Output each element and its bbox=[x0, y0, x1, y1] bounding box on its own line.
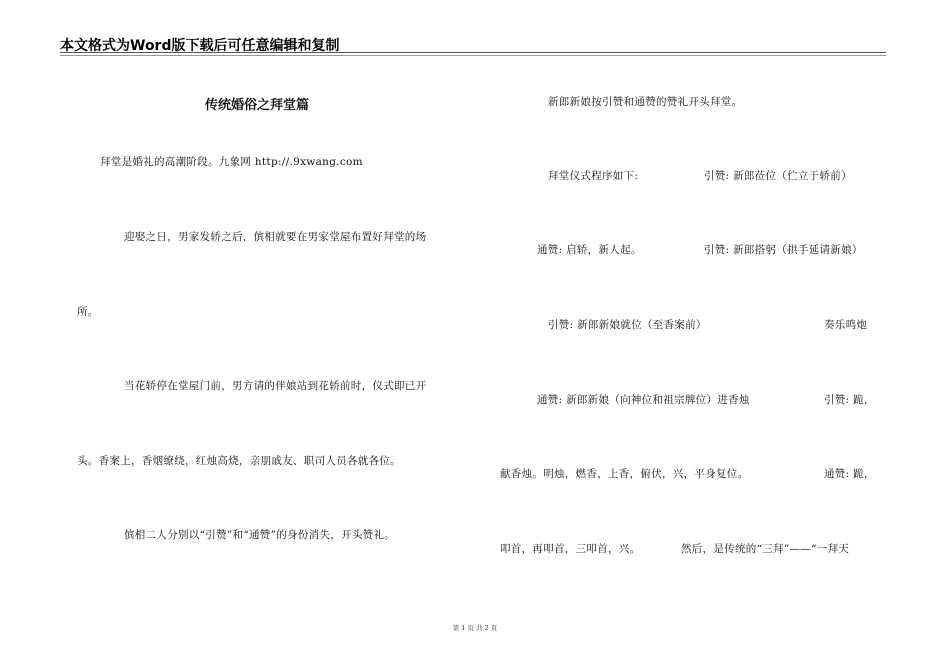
right-line-5b: 引赞: 跪， bbox=[824, 394, 875, 406]
left-line-4: 当花轿停在堂屋门前，男方请的伴娘站到花轿前时，仪式即已开 bbox=[124, 380, 427, 392]
right-line-2b: 引赞: 新郎莅位（伫立于轿前） bbox=[704, 170, 852, 182]
left-line-3: 所。 bbox=[77, 306, 99, 318]
document-title: 传统婚俗之拜堂篇 bbox=[205, 98, 310, 113]
header-title: 本文格式为Word版下载后可任意编辑和复制 bbox=[60, 38, 340, 54]
header-divider bbox=[60, 52, 886, 56]
right-line-7a: 叩首，再叩首，三叩首，兴。 bbox=[500, 543, 641, 555]
left-line-6: 傧相二人分别以“引赞”和“通赞”的身份消失，开头赞礼。 bbox=[124, 529, 396, 541]
right-line-6b: 通赞: 跪， bbox=[824, 468, 875, 480]
right-line-1: 新郎新娘按引赞和通赞的赞礼开头拜堂。 bbox=[548, 96, 743, 108]
right-line-4b: 奏乐鸣炮 bbox=[824, 319, 868, 331]
right-line-7b: 然后，是传统的“三拜”——“一拜天 bbox=[681, 543, 850, 555]
right-line-3a: 通赞: 启轿，新人起。 bbox=[537, 244, 642, 256]
right-line-5a: 通赞: 新郎新娘（向神位和祖宗牌位）进香烛 bbox=[537, 394, 750, 406]
right-line-6a: 献香烛。明烛，燃香，上香，俯伏，兴，平身复位。 bbox=[500, 468, 749, 480]
left-line-1: 拜堂是婚礼的高潮阶段。九象网 http://.9xwang.com bbox=[100, 156, 363, 168]
left-line-2: 迎娶之日，男家发轿之后，傧相就要在男家堂屋布置好拜堂的场 bbox=[124, 231, 427, 243]
page-footer: 第 1 页 共 2 页 bbox=[452, 624, 498, 632]
right-line-2a: 拜堂仪式程序如下: bbox=[548, 170, 639, 182]
right-line-4a: 引赞: 新郎新娘就位（至香案前） bbox=[548, 319, 707, 331]
left-line-5: 头。香案上，香烟缭绕，红烛高烧，亲朋戚友、职司人员各就各位。 bbox=[77, 455, 401, 467]
right-line-3b: 引赞: 新郎搭躬（拱手延请新娘） bbox=[704, 244, 863, 256]
